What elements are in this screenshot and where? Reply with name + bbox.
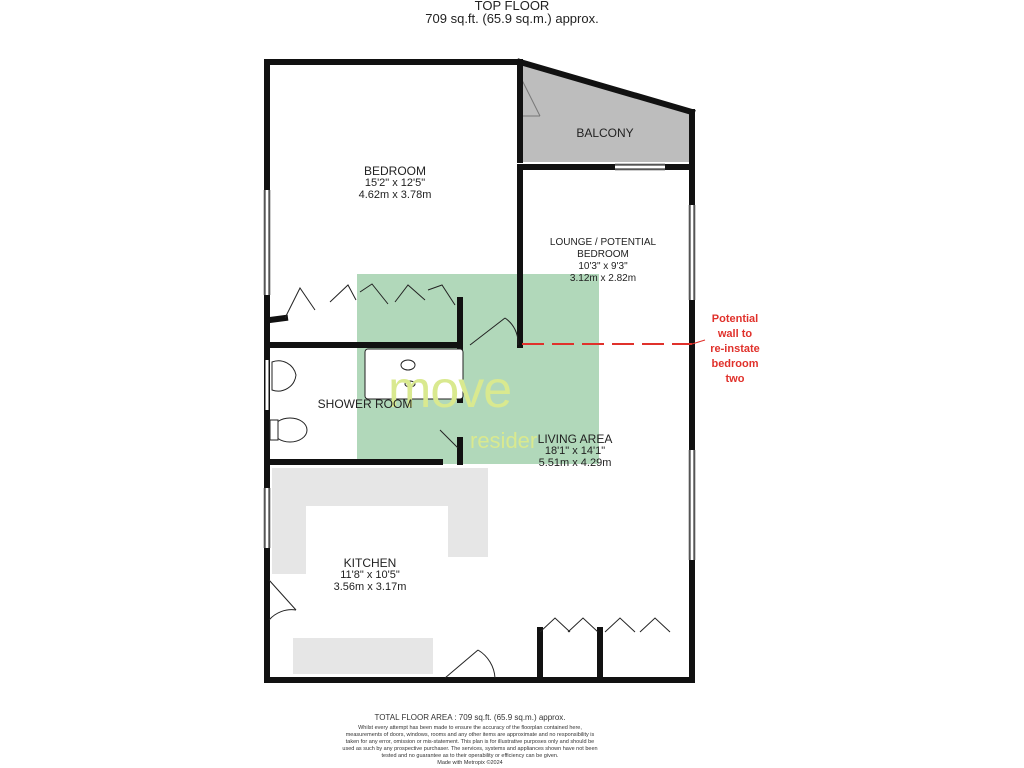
total-floor-area: TOTAL FLOOR AREA : 709 sq.ft. (65.9 sq.m.) approx. [374,713,566,722]
annotation-line-5: two [725,373,745,385]
watermark-sub: resider [470,428,538,453]
kitchen-label [305,557,435,593]
shower-room-label [300,398,430,410]
lounge-imperial: 10'3" x 9'3" [578,261,628,272]
bedroom-imperial: 15'2" x 12'5" [364,177,426,189]
kitchen-imperial: 11'8" x 10'5" [340,569,400,581]
living-area-name: LIVING AREA [537,432,613,446]
living-area-label [510,433,640,469]
kitchen-metric: 3.56m x 3.17m [333,581,407,593]
annotation-line-1: Potential [711,313,759,325]
lounge-name-2: BEDROOM [577,249,629,260]
living-area-imperial: 18'1" x 14'1" [544,445,606,457]
kitchen-worktop [293,638,433,674]
balcony-area [520,62,690,162]
balcony-name: BALCONY [576,126,634,140]
shower-room-name: SHOWER ROOM [317,397,413,411]
balcony-label [545,127,665,139]
kitchen-name: KITCHEN [343,556,397,570]
lounge-name-1: LOUNGE / POTENTIAL [549,237,657,248]
annotation-line-3: re-instate [710,343,760,355]
potential-wall-annotation [700,312,770,387]
lounge-metric: 3.12m x 2.82m [569,273,637,284]
disclaimer [340,725,600,767]
watermark-word: move [388,361,512,419]
disclaimer-text: Whilst every attempt has been made to ensure the accuracy of the floorplan contained here, measurements of doors, windows, rooms and any other items are approximate and no responsibility is taken for any error, omission or mis-statement. This plan is for illustrative purposes only and should be used as such by any prospective purchaser. The services, systems and appliances shown have not been tested and no guarantee as to their operability or efficiency can be given. [342,725,598,759]
bedroom-name: BEDROOM [363,164,426,178]
annotation-line-4: bedroom [711,358,759,370]
floor-area: 709 sq.ft. (65.9 sq.m.) approx. [425,11,599,26]
annotation-line-2: wall to [717,328,753,340]
living-area-metric: 5.51m x 4.29m [538,457,612,469]
floor-title: TOP FLOOR [474,0,550,13]
bedroom-metric: 4.62m x 3.78m [358,189,432,201]
lounge-label [533,237,673,285]
made-with: Made with Metropix ©2024 [437,760,503,766]
bedroom-label [320,165,470,201]
